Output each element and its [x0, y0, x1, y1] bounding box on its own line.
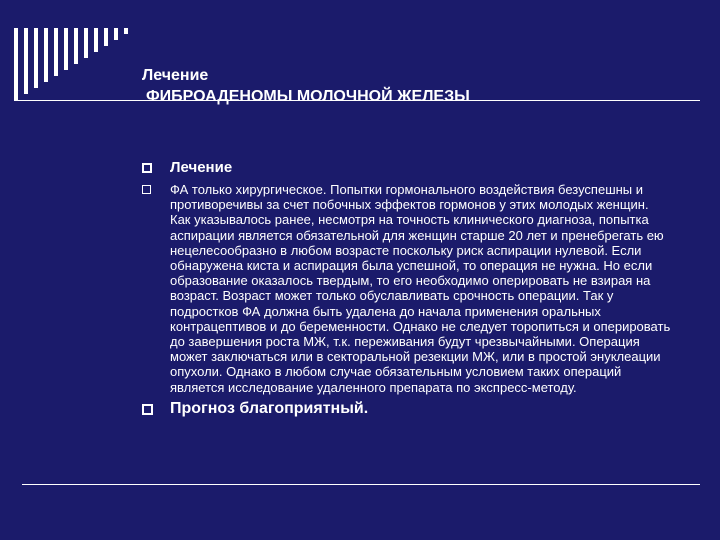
- bullet-item: [142, 158, 672, 178]
- decorative-stripe: [14, 28, 18, 100]
- title-line-1: Лечение: [142, 67, 209, 84]
- title-line-2: ФИБРОАДЕНОМЫ МОЛОЧНОЙ ЖЕЛЕЗЫ: [146, 88, 470, 105]
- bullet-list: [142, 158, 672, 419]
- hollow-square-bullet-icon: [142, 163, 152, 173]
- decorative-stripe: [84, 28, 88, 58]
- bottom-rule: [22, 484, 700, 485]
- decorative-stripe: [124, 28, 128, 34]
- decorative-stripe: [114, 28, 118, 40]
- bullet-text: Лечение: [170, 159, 233, 176]
- bullet-text: ФА только хирургическое. Попытки гормонального воздействия безуспешны и противоречивы за счет побочных эффектов гормонов у этих молодых женщин. Как указывалось ранее, несмотря на точность клинического диагноза, попытка аспирации является обязательной для женщин старше 20 лет и пренебрегать ею нецелесообразно в любом возрасте поскольку риск аспирации нулевой. Если обнаружена киста и аспирация была успешной, то операция не нужна. Но если образование оказалось твердым, то его необходимо оперировать не взирая на возраст. Возраст может только обуславливать срочность операции. Так у подростков ФА должна быть удалена до начала применения оральных контрацептивов и до беременности. Однако не следует торопиться и оперировать до завершения роста МЖ, т.к. переживания будут чрезвычайными. Операция может заключаться или в секторальной резекции МЖ, или в простой энуклеации опухоли. Однако в любом случае обязательным условием таких операций является исследование удаленного препарата по экспресс-методу.: [170, 182, 671, 395]
- hollow-square-bullet-icon: [142, 404, 153, 415]
- bullet-item: [142, 182, 672, 395]
- decorative-stripe: [54, 28, 58, 76]
- bullet-text: Прогноз благоприятный.: [170, 399, 369, 417]
- decorative-stripes: [14, 28, 142, 100]
- decorative-stripe: [24, 28, 28, 94]
- decorative-stripe: [74, 28, 78, 64]
- decorative-stripe: [104, 28, 108, 46]
- decorative-stripe: [34, 28, 38, 88]
- bullet-item: [142, 399, 672, 419]
- decorative-stripe: [44, 28, 48, 82]
- slide-title: [142, 66, 702, 106]
- decorative-stripe: [64, 28, 68, 70]
- hollow-square-bullet-icon: [142, 185, 151, 194]
- decorative-stripe: [94, 28, 98, 52]
